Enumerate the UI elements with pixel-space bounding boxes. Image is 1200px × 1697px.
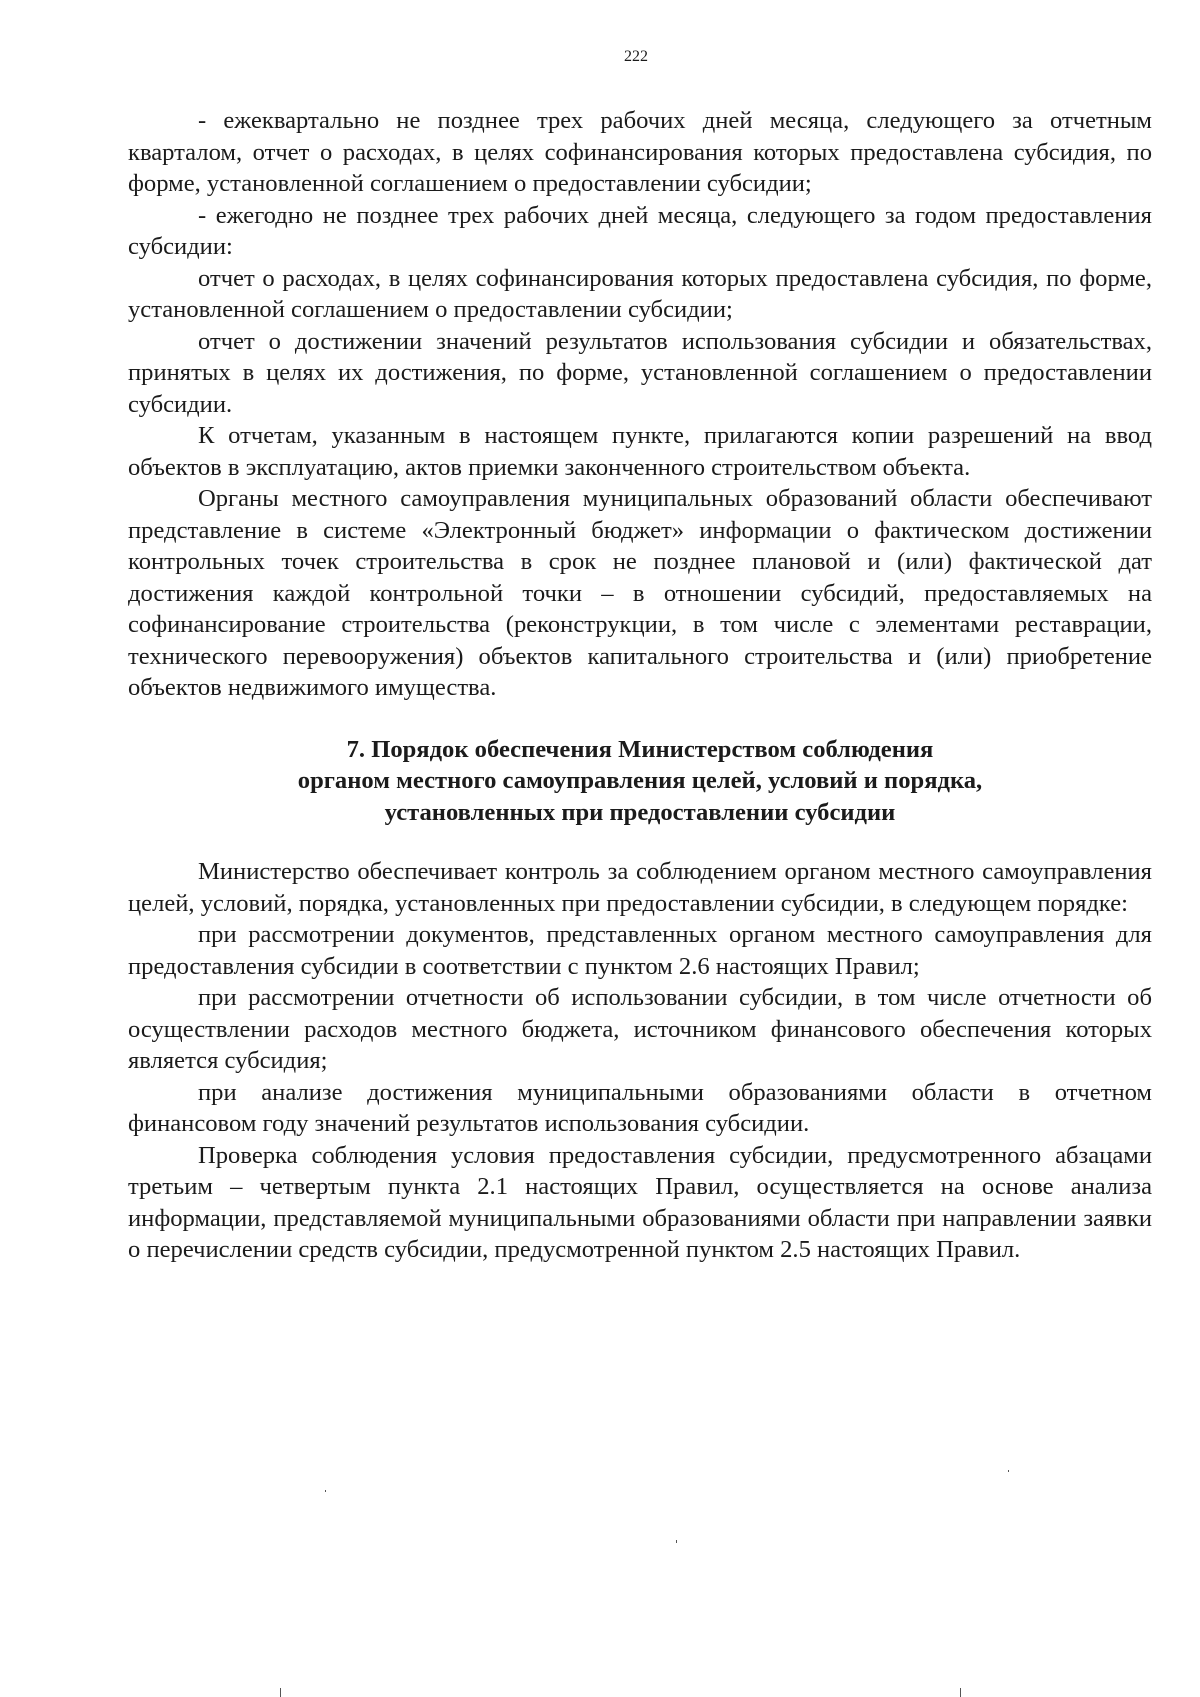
- document-body: [128, 105, 1152, 1266]
- scan-mark: [325, 1490, 326, 1492]
- scan-mark: [1008, 1470, 1009, 1472]
- paragraph: Министерство обеспечивает контроль за соблюдением органом местного самоуправления целей, условий, порядка, установленных при предоставлении субсидии, в следующем порядке:: [128, 858, 1152, 917]
- paragraph: Органы местного самоуправления муниципальных образований области обеспечивают представление в системе «Электронный бюджет» информации о фактическом достижении контрольных точек строительства в срок не позднее плановой и (или) фактической дат достижения каждой контрольной точки – в отношении субсидий, предоставляемых на софинансирование строительства (реконструкции, в том числе с элементами реставрации, технического перевооружения) объектов капитального строительства и (или) приобретение объектов недвижимого имущества.: [128, 485, 1152, 701]
- section-heading-line: органом местного самоуправления целей, условий и порядка,: [297, 767, 983, 794]
- paragraph: при рассмотрении документов, представленных органом местного самоуправления для предоставления субсидии в соответствии с пунктом 2.6 настоящих Правил;: [128, 921, 1152, 980]
- page-number: 222: [624, 48, 648, 65]
- paragraph: отчет о достижении значений результатов использования субсидии и обязательствах, принятых в целях их достижения, по форме, установленной соглашением о предоставлении субсидии.: [128, 327, 1152, 418]
- scan-mark: [960, 1688, 961, 1697]
- paragraph: К отчетам, указанным в настоящем пункте, прилагаются копии разрешений на ввод объектов в эксплуатацию, актов приемки законченного строительством объекта.: [128, 422, 1152, 481]
- paragraph: при анализе достижения муниципальными образованиями области в отчетном финансовом году значений результатов использования субсидии.: [128, 1078, 1152, 1137]
- scan-mark: [676, 1540, 677, 1543]
- paragraph: при рассмотрении отчетности об использовании субсидии, в том числе отчетности об осуществлении расходов местного бюджета, источником финансового обеспечения которых является субсидия;: [128, 984, 1152, 1074]
- scan-mark: [280, 1688, 281, 1697]
- section-heading-line: 7. Порядок обеспечения Министерством соблюдения: [346, 735, 934, 763]
- paragraph: - ежеквартально не позднее трех рабочих дней месяца, следующего за отчетным кварталом, отчет о расходах, в целях софинансирования которых предоставлена субсидия, по форме, установленной соглашением о предоставлении субсидии;: [128, 107, 1152, 197]
- section-heading: [128, 734, 1152, 829]
- paragraph: отчет о расходах, в целях софинансирования которых предоставлена субсидия, по форме, установленной соглашением о предоставлении субсидии;: [128, 264, 1152, 323]
- section-heading-line: установленных при предоставлении субсидии: [384, 798, 896, 826]
- paragraph: Проверка соблюдения условия предоставления субсидии, предусмотренного абзацами третьим – четвертым пункта 2.1 настоящих Правил, осуществляется на основе анализа информации, представляемой муниципальными образованиями области при направлении заявки о перечислении средств субсидии, предусмотренной пунктом 2.5 настоящих Правил.: [128, 1141, 1152, 1263]
- paragraph: - ежегодно не позднее трех рабочих дней месяца, следующего за годом предоставления субсидии:: [128, 201, 1152, 260]
